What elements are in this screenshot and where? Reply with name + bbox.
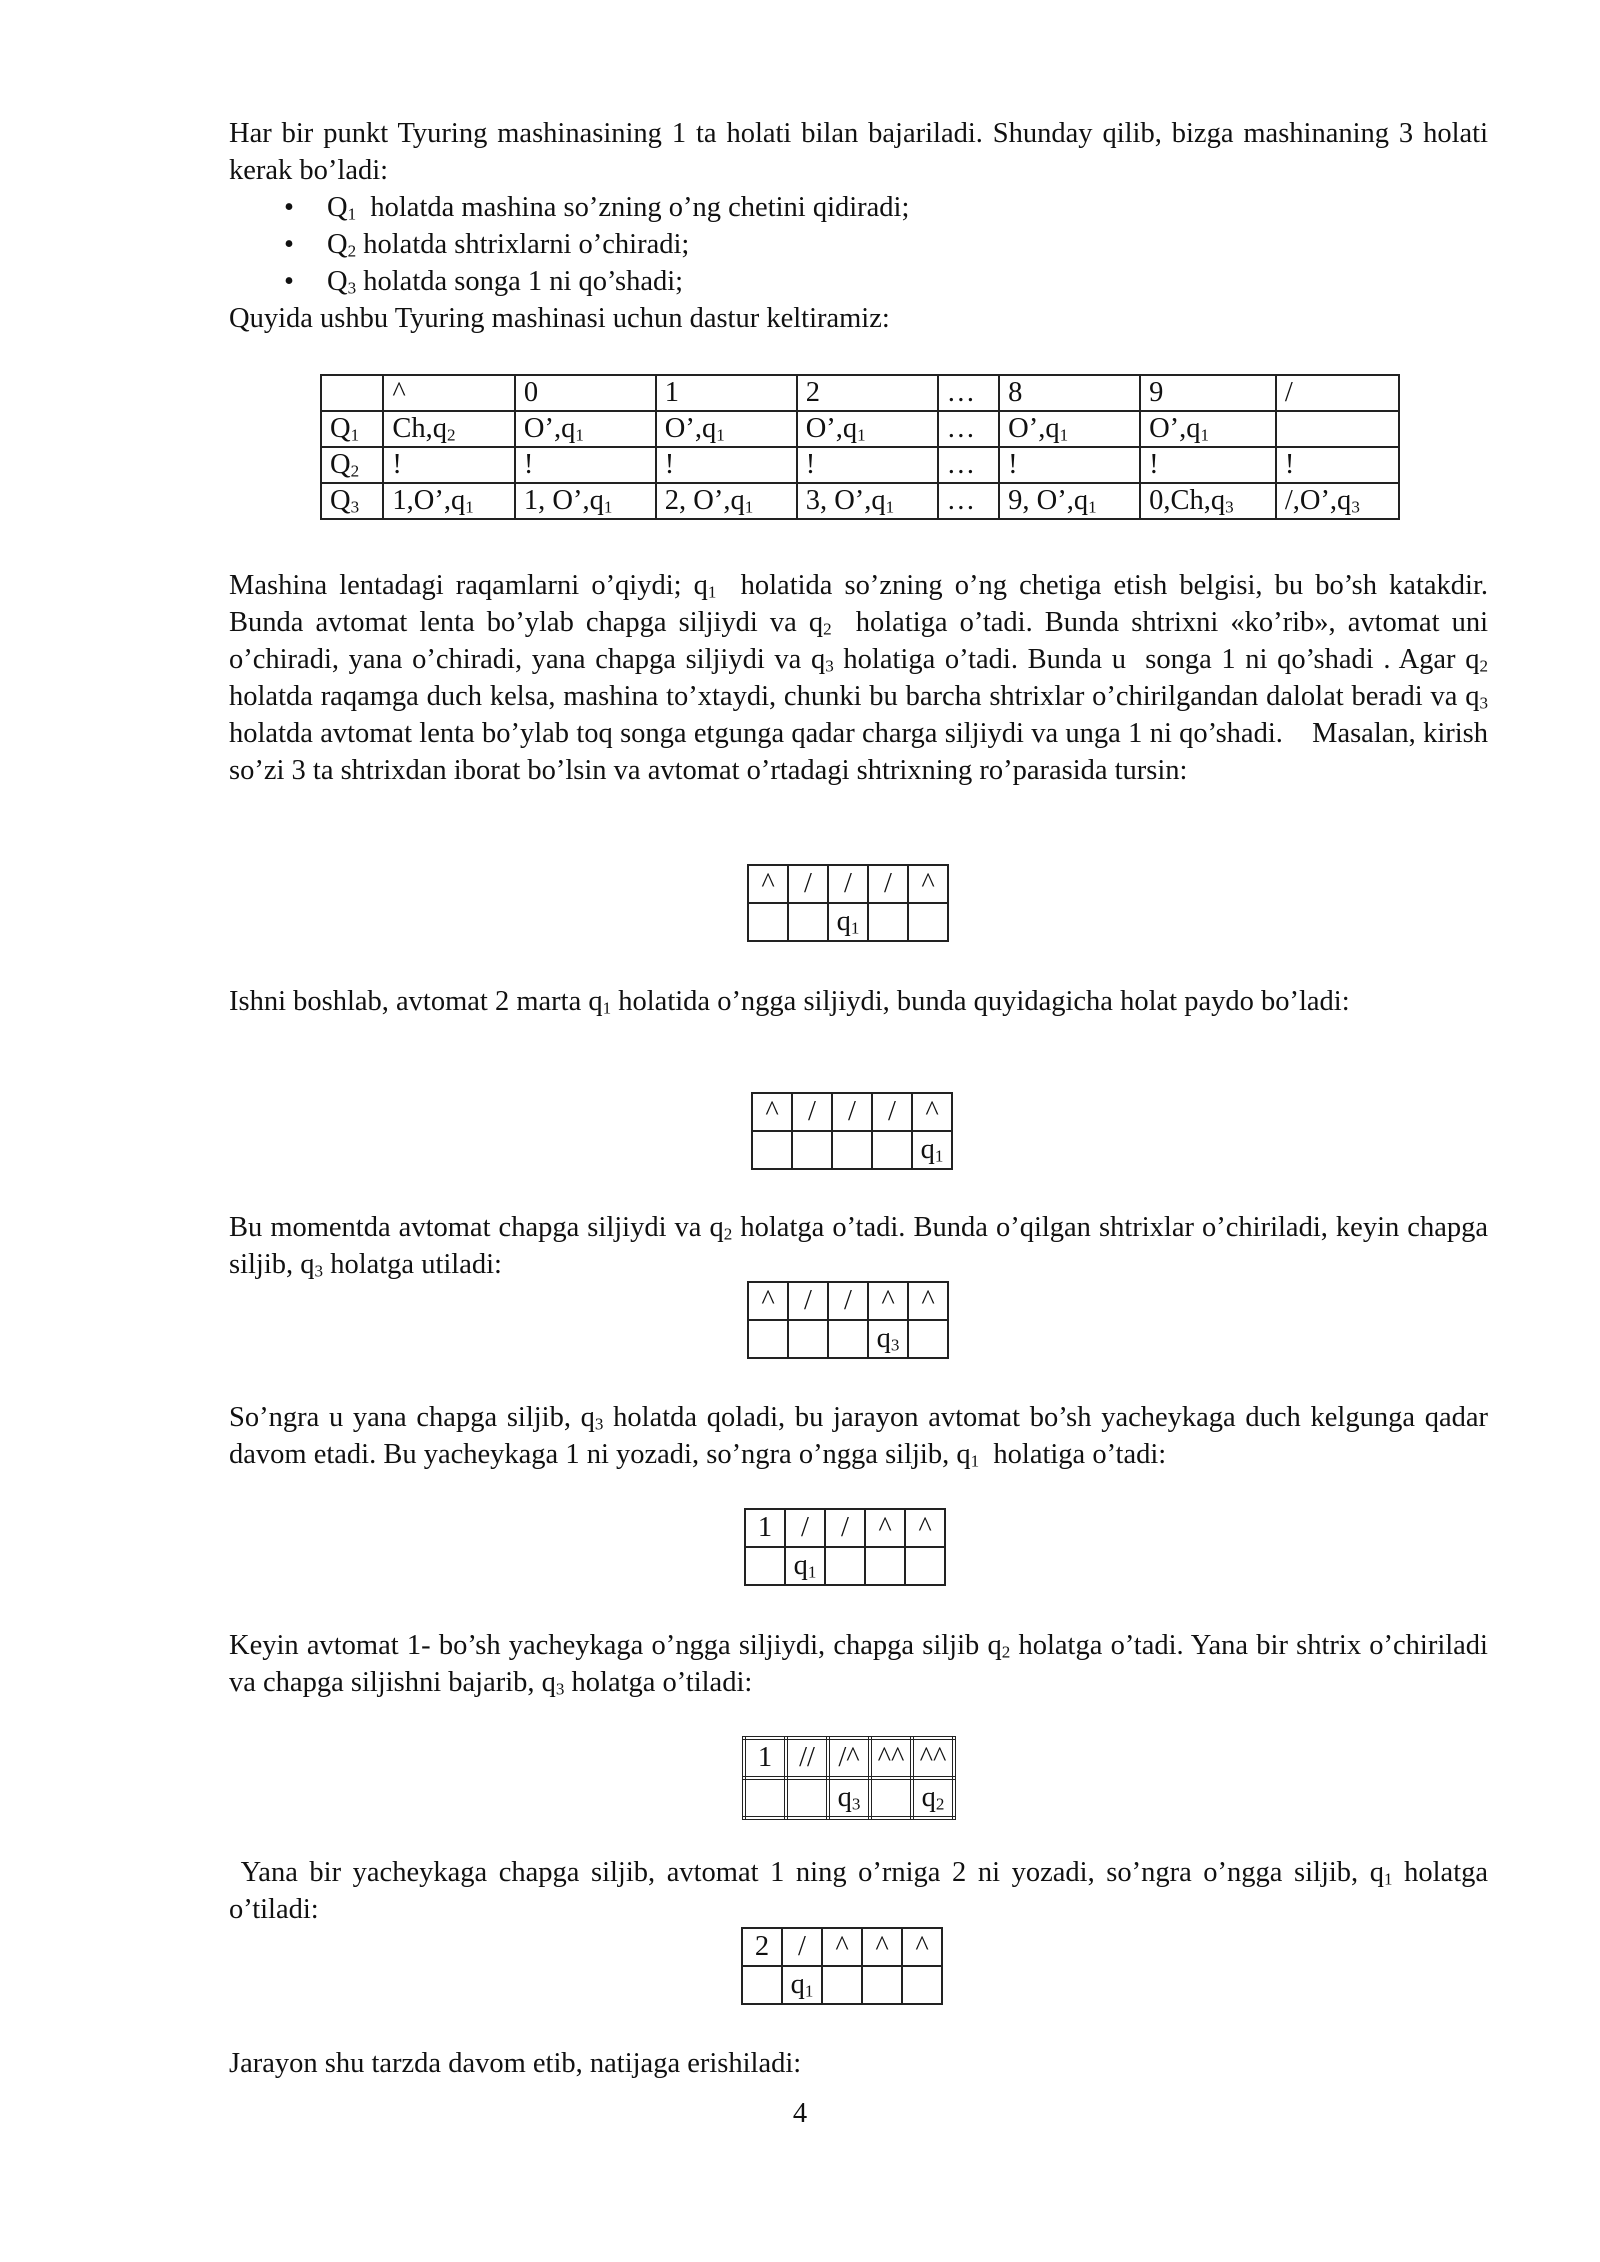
tape-head-row: [745, 1547, 945, 1585]
table-cell: [1276, 411, 1399, 447]
table-cell: [1276, 447, 1399, 483]
head-cell: [792, 1131, 832, 1169]
table-cell: [383, 411, 515, 447]
bullet-icon: •: [284, 229, 294, 260]
cell-text: O’,q: [1008, 413, 1060, 444]
head-cell: [828, 903, 868, 941]
text-segment: Yana bir yacheykaga chapga siljib, avtomat 1 ning o’rniga 2 ni yozadi, so’ngra o’ngga siljib, q: [229, 1857, 1384, 1888]
cell-subscript: 1: [465, 497, 474, 517]
table-header-row: [321, 375, 1399, 411]
state-subscript: 2: [723, 1224, 733, 1244]
cell-subscript: 1: [934, 1146, 944, 1166]
tape-cell: ^: [752, 1093, 792, 1131]
column-header: [321, 375, 383, 411]
table-cell: [999, 483, 1140, 519]
program-intro-text: Quyida ushbu Tyuring mashinasi uchun dastur keltiramiz:: [229, 303, 890, 334]
tape-cell: /: [792, 1093, 832, 1131]
row-header: [321, 411, 383, 447]
intro-paragraph: [229, 115, 1488, 189]
tape-head-row: [748, 1320, 948, 1358]
head-cell: [748, 903, 788, 941]
tape-symbol-row: [742, 1928, 942, 1966]
text-segment: So’ngra u yana chapga siljib, q: [229, 1402, 595, 1433]
table-cell: [656, 447, 797, 483]
tape-cell: ^: [908, 1282, 948, 1320]
head-cell: [742, 1966, 782, 2004]
text-segment: holatiga o’tadi:: [979, 1439, 1167, 1470]
text-segment: holatga o’tiladi:: [564, 1667, 753, 1698]
table-cell: [656, 411, 797, 447]
tape-head-row: [742, 1966, 942, 2004]
table-cell: [797, 483, 938, 519]
state-subscript: 3: [825, 656, 834, 676]
paragraph-text: [229, 1209, 1496, 1283]
head-cell: [744, 1778, 786, 1818]
text-segment: holatda raqamga duch kelsa, mashina to’xtaydi, chunki bu barcha shtrixlar o’chirilgandan dalolat beradi va q: [229, 644, 1496, 712]
cell-subscript: 3: [1225, 497, 1234, 517]
cell-subscript: 1: [1088, 497, 1097, 517]
text-segment: holatiga o’tadi. Bunda u songa 1 ni qo’shadi . Agar q: [833, 644, 1480, 675]
tape-cell: ^: [748, 865, 788, 903]
tape-symbol-row: [752, 1093, 952, 1131]
text-segment: holatga o’tadi. Bunda o’qilgan shtrixlar o’chiriladi, keyin chapga siljib, q: [229, 1212, 1496, 1280]
text-segment: holatga o’tiladi:: [229, 1857, 1496, 1925]
head-cell: [832, 1131, 872, 1169]
table-cell: [1140, 483, 1276, 519]
list-item-text: holatda songa 1 ni qo’shadi;: [356, 266, 684, 297]
state-subscript: 1: [970, 1451, 980, 1471]
table-cell: [656, 483, 797, 519]
tape-symbol-row: [744, 1738, 954, 1778]
tape-cell: ^: [868, 1282, 908, 1320]
table-row: [321, 447, 1399, 483]
row-header: [321, 483, 383, 519]
head-cell: [908, 903, 948, 941]
tape-cell: /: [868, 865, 908, 903]
tape-cell: ^: [908, 865, 948, 903]
column-header: 8: [999, 375, 1140, 411]
cell-text: 1,O’,q: [392, 485, 466, 516]
tape-cell: ^: [902, 1928, 942, 1966]
paragraph-text: [229, 1627, 1496, 1701]
state-subscript: 1: [347, 204, 357, 224]
tape-cell: /: [788, 865, 828, 903]
cell-text: !: [805, 449, 816, 480]
text-segment: Ishni boshlab, avtomat 2 marta q: [229, 986, 603, 1017]
head-cell: [865, 1547, 905, 1585]
head-cell: [905, 1547, 945, 1585]
intro-text: Har bir punkt Tyuring mashinasining 1 ta holati bilan bajariladi. Shunday qilib, bizga mashinaning 3 holati kerak bo’ladi:: [229, 118, 1488, 186]
cell-text: q: [921, 1782, 936, 1813]
tape-cell: /: [825, 1509, 865, 1547]
head-cell: [912, 1131, 952, 1169]
table-cell: [938, 483, 1000, 519]
tape-cell: /: [788, 1282, 828, 1320]
cell-text: Q: [330, 413, 351, 444]
tape-diagram-2: [751, 1092, 953, 1170]
cell-text: q: [876, 1323, 891, 1354]
column-header: …: [938, 375, 1000, 411]
column-header: ^: [383, 375, 515, 411]
tape-cell: ^: [748, 1282, 788, 1320]
cell-subscript: 1: [850, 918, 860, 938]
cell-subscript: 1: [716, 425, 725, 445]
state-subscript: 2: [1479, 656, 1488, 676]
tape-diagram-5: [742, 1736, 956, 1820]
text-segment: holatga o’tadi. Yana bir shtrix o’chiriladi va chapga siljishni bajarib, q: [229, 1630, 1496, 1698]
list-item: [229, 263, 909, 300]
list-item: [229, 226, 909, 263]
cell-subscript: 1: [575, 425, 584, 445]
tape-cell: ^: [862, 1928, 902, 1966]
head-cell: [868, 903, 908, 941]
column-header: /: [1276, 375, 1399, 411]
cell-subscript: 2: [447, 425, 456, 445]
head-cell: [868, 1320, 908, 1358]
cell-text: Ch,q: [392, 413, 448, 444]
cell-text: O’,q: [523, 413, 576, 444]
tape-diagram-4: [744, 1508, 946, 1586]
cell-text: O’,q: [805, 413, 858, 444]
text-segment: Bu momentda avtomat chapga siljiydi va q: [229, 1212, 724, 1243]
state-list: [229, 189, 909, 300]
cell-subscript: 3: [350, 497, 360, 517]
head-cell: [902, 1966, 942, 2004]
cell-subscript: 1: [885, 497, 895, 517]
head-cell: [786, 1778, 828, 1818]
state-subscript: 1: [1384, 1869, 1393, 1889]
cell-subscript: 3: [1351, 497, 1360, 517]
tape-symbol-row: [745, 1509, 945, 1547]
text-segment: holatida so’zning o’ng chetiga etish belgisi, bu bo’sh katakdir. Bunda avtomat lenta bo’ylab chapga siljiydi va q: [229, 570, 1496, 638]
cell-text: !: [523, 449, 534, 480]
table-cell: [515, 483, 656, 519]
state-subscript: 3: [1479, 693, 1488, 713]
column-header: 1: [656, 375, 797, 411]
cell-text: q: [920, 1134, 935, 1165]
paragraph-text: [229, 1854, 1496, 1928]
cell-text: O’,q: [1149, 413, 1201, 444]
state-label: Q: [327, 266, 348, 297]
head-cell: [822, 1966, 862, 2004]
head-cell: [788, 903, 828, 941]
cell-text: !: [664, 449, 675, 480]
paragraph-text: [229, 983, 1488, 1020]
program-table: [320, 374, 1400, 520]
tape-cell: //: [786, 1738, 828, 1778]
tape-cell: ^: [865, 1509, 905, 1547]
head-cell: [862, 1966, 902, 2004]
program-intro: [229, 300, 1488, 337]
text-segment: holatda avtomat lenta bo’ylab toq songa etgunga qadar charga siljiydi va unga 1 ni qo’shadi. Masalan, kirish so’zi 3 ta shtrixdan iborat bo’lsin va avtomat o’rtadagi shtrixning ro’parasida tursin:: [229, 681, 1496, 786]
state-subscript: 2: [823, 619, 832, 639]
state-subscript: 1: [602, 998, 612, 1018]
tape-cell: ^: [905, 1509, 945, 1547]
table-cell: [1140, 411, 1276, 447]
list-item: [229, 189, 909, 226]
cell-subscript: 3: [851, 1794, 861, 1814]
cell-text: !: [1008, 449, 1018, 480]
cell-subscript: 1: [350, 425, 360, 445]
row-header: [321, 447, 383, 483]
text-segment: holatiga o’tadi. Bunda shtrixni «ko’rib», avtomat uni o’chiradi, yana o’chiradi, yana chapga siljiydi va q: [229, 607, 1496, 675]
head-cell: [908, 1320, 948, 1358]
state-subscript: 3: [594, 1414, 604, 1434]
paragraph-2: [229, 983, 1488, 1020]
paragraph-1: [229, 567, 1496, 789]
tape-cell: ^: [912, 1093, 952, 1131]
page-number: 4: [792, 2098, 808, 2129]
tape-cell: /: [782, 1928, 822, 1966]
table-cell: [1276, 483, 1399, 519]
head-cell: [872, 1131, 912, 1169]
cell-subscript: 3: [890, 1335, 900, 1355]
cell-text: !: [392, 449, 402, 480]
head-cell: [828, 1320, 868, 1358]
table-cell: [938, 411, 1000, 447]
column-header: 2: [797, 375, 938, 411]
head-cell: [912, 1778, 954, 1818]
cell-text: 1, O’,q: [523, 485, 604, 516]
head-cell: [745, 1547, 785, 1585]
head-cell: [785, 1547, 825, 1585]
table-row: [321, 411, 1399, 447]
head-cell: [788, 1320, 828, 1358]
cell-text: 2, O’,q: [664, 485, 745, 516]
cell-text: 3, O’,q: [805, 485, 886, 516]
tape-cell: ^^: [912, 1738, 954, 1778]
table-cell: [515, 411, 656, 447]
head-cell: [748, 1320, 788, 1358]
cell-subscript: 2: [935, 1794, 945, 1814]
tape-cell: /^: [828, 1738, 870, 1778]
state-subscript: 1: [707, 582, 717, 602]
text-segment: holatda qoladi, bu jarayon avtomat bo’sh yacheykaga duch kelgunga qadar davom etadi. Bu yacheykaga 1 ni yozadi, so’ngra o’ngga siljib, q: [229, 1402, 1496, 1470]
tape-cell: /: [832, 1093, 872, 1131]
cell-text: !: [1149, 449, 1159, 480]
paragraph-6: [229, 1854, 1496, 1928]
tape-cell: 2: [742, 1928, 782, 1966]
paragraph-text: [229, 567, 1496, 789]
tape-cell: /: [828, 1282, 868, 1320]
paragraph-text: Jarayon shu tarzda davom etib, natijaga erishiladi:: [229, 2048, 802, 2079]
cell-subscript: 1: [1200, 425, 1210, 445]
cell-subscript: 1: [807, 1562, 817, 1582]
state-subscript: 3: [555, 1679, 565, 1699]
head-cell: [782, 1966, 822, 2004]
tape-head-row: [748, 903, 948, 941]
cell-text: …: [946, 449, 976, 480]
paragraph-4: [229, 1399, 1496, 1473]
text-segment: holatga utiladi:: [323, 1249, 502, 1280]
cell-text: …: [946, 413, 976, 444]
cell-text: q: [836, 906, 851, 937]
cell-subscript: 1: [857, 425, 866, 445]
table-cell: [938, 447, 1000, 483]
cell-text: q: [837, 1782, 852, 1813]
tape-symbol-row: [748, 1282, 948, 1320]
paragraph-3: [229, 1209, 1496, 1283]
list-item-text: holatda mashina so’zning o’ng chetini qidiradi;: [356, 192, 910, 223]
tape-cell: 1: [744, 1738, 786, 1778]
table-row: [321, 483, 1399, 519]
cell-text: 9, O’,q: [1008, 485, 1089, 516]
table-cell: [797, 411, 938, 447]
state-subscript: 3: [314, 1261, 324, 1281]
column-header: 0: [515, 375, 656, 411]
tape-cell: /: [828, 865, 868, 903]
tape-symbol-row: [748, 865, 948, 903]
cell-text: q: [793, 1550, 808, 1581]
text-segment: Mashina lentadagi raqamlarni o’qiydi; q: [229, 570, 708, 601]
head-cell: [870, 1778, 912, 1818]
cell-text: q: [790, 1969, 805, 2000]
state-subscript: 3: [347, 278, 357, 298]
table-cell: [383, 447, 515, 483]
table-cell: [383, 483, 515, 519]
table-cell: [999, 411, 1140, 447]
tape-head-row: [752, 1131, 952, 1169]
tape-cell: /: [872, 1093, 912, 1131]
state-subscript: 2: [347, 241, 357, 261]
cell-subscript: 1: [1059, 425, 1069, 445]
tape-cell: ^: [822, 1928, 862, 1966]
table-cell: [1140, 447, 1276, 483]
cell-subscript: 1: [603, 497, 613, 517]
column-header: 9: [1140, 375, 1276, 411]
tape-cell: ^^: [870, 1738, 912, 1778]
paragraph-7: [229, 2045, 1488, 2082]
cell-subscript: 1: [744, 497, 754, 517]
table-cell: [515, 447, 656, 483]
tape-cell: /: [785, 1509, 825, 1547]
paragraph-5: [229, 1627, 1496, 1701]
cell-text: Q: [330, 449, 351, 480]
paragraph-text: [229, 1399, 1496, 1473]
head-cell: [828, 1778, 870, 1818]
tape-diagram-3: [747, 1281, 949, 1359]
cell-text: O’,q: [664, 413, 717, 444]
state-label: Q: [327, 229, 348, 260]
cell-text: 0,Ch,q: [1149, 485, 1226, 516]
bullet-icon: •: [284, 266, 294, 297]
head-cell: [752, 1131, 792, 1169]
cell-text: !: [1284, 449, 1295, 480]
tape-diagram-6: [741, 1927, 943, 2005]
cell-text: …: [946, 485, 976, 516]
cell-text: /,O’,q: [1284, 485, 1352, 516]
text-segment: Keyin avtomat 1- bo’sh yacheykaga o’ngga siljiydi, chapga siljib q: [229, 1630, 1002, 1661]
tape-cell: 1: [745, 1509, 785, 1547]
tape-diagram-1: [747, 864, 949, 942]
bullet-icon: •: [284, 192, 294, 223]
list-item-text: holatda shtrixlarni o’chiradi;: [356, 229, 690, 260]
table-cell: [797, 447, 938, 483]
state-label: Q: [327, 192, 348, 223]
cell-text: Q: [330, 485, 351, 516]
text-segment: holatida o’ngga siljiydi, bunda quyidagicha holat paydo bo’ladi:: [611, 986, 1350, 1017]
state-subscript: 2: [1001, 1642, 1011, 1662]
cell-subscript: 1: [804, 1981, 814, 2001]
cell-subscript: 2: [350, 461, 360, 481]
head-cell: [825, 1547, 865, 1585]
table-cell: [999, 447, 1140, 483]
tape-head-row: [744, 1778, 954, 1818]
